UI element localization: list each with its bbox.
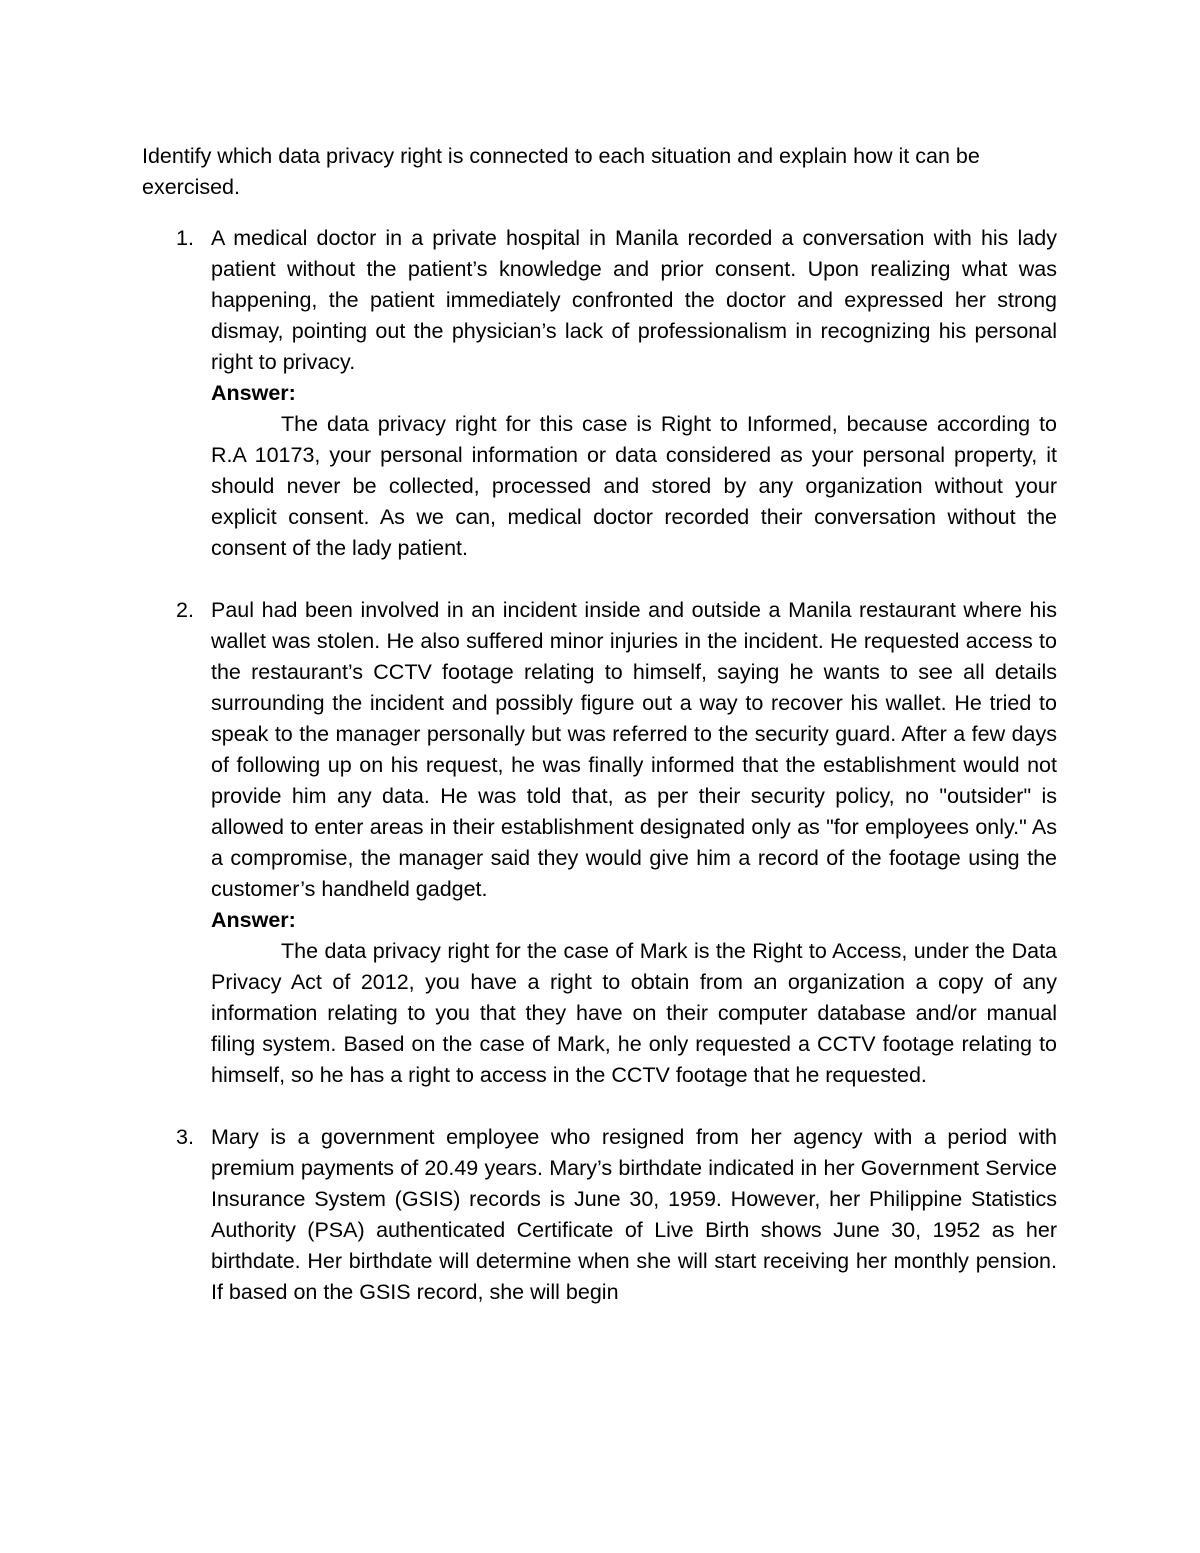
answer-label: Answer:: [211, 908, 296, 932]
question-item-2: [142, 595, 1057, 1091]
document-body: [142, 141, 1057, 1308]
question-item-3: [142, 1122, 1057, 1308]
answer-text: The data privacy right for the case of Mark is the Right to Access, under the Data Privacy Act of 2012, you have a right to obtain from an organization a copy of any information relating to you that they have on their computer database and/or manual filing system. Based on the case of Mark, he only requested a CCTV footage relating to himself, so he has a right to access in the CCTV footage that he requested.: [211, 939, 1057, 1087]
answer-label: Answer:: [211, 381, 296, 405]
answer-text: The data privacy right for this case is Right to Informed, because according to R.A 10173, your personal information or data considered as your personal property, it should never be collected, processed and stored by any organization without your explicit consent. As we can, medical doctor recorded their conversation without the consent of the lady patient.: [211, 412, 1057, 560]
instructions: Identify which data privacy right is connected to each situation and explain how it can be exercised.: [142, 144, 980, 199]
question-item-1: [142, 223, 1057, 564]
question-number: 2.: [176, 598, 194, 622]
question-prompt: A medical doctor in a private hospital in Manila recorded a conversation with his lady patient without the patient’s knowledge and prior consent. Upon realizing what was happening, the patient immediately confronted the doctor and expressed her strong dismay, pointing out the physician’s lack of professionalism in recognizing his personal right to privacy.: [211, 226, 1057, 374]
question-number: 3.: [176, 1125, 194, 1149]
question-prompt: Mary is a government employee who resigned from her agency with a period with premium payments of 20.49 years. Mary’s birthdate indicated in her Government Service Insurance System (GSIS) records is June 30, 1959. However, her Philippine Statistics Authority (PSA) authenticated Certificate of Live Birth shows June 30, 1952 as her birthdate. Her birthdate will determine when she will start receiving her monthly pension. If based on the GSIS record, she will begin: [211, 1125, 1057, 1304]
question-number: 1.: [176, 226, 194, 250]
question-prompt: Paul had been involved in an incident inside and outside a Manila restaurant where his wallet was stolen. He also suffered minor injuries in the incident. He requested access to the restaurant’s CCTV footage relating to himself, saying he wants to see all details surrounding the incident and possibly figure out a way to recover his wallet. He tried to speak to the manager personally but was referred to the security guard. After a few days of following up on his request, he was finally informed that the establishment would not provide him any data. He was told that, as per their security policy, no "outsider" is allowed to enter areas in their establishment designated only as "for employees only." As a compromise, the manager said they would give him a record of the footage using the customer’s handheld gadget.: [211, 598, 1057, 901]
